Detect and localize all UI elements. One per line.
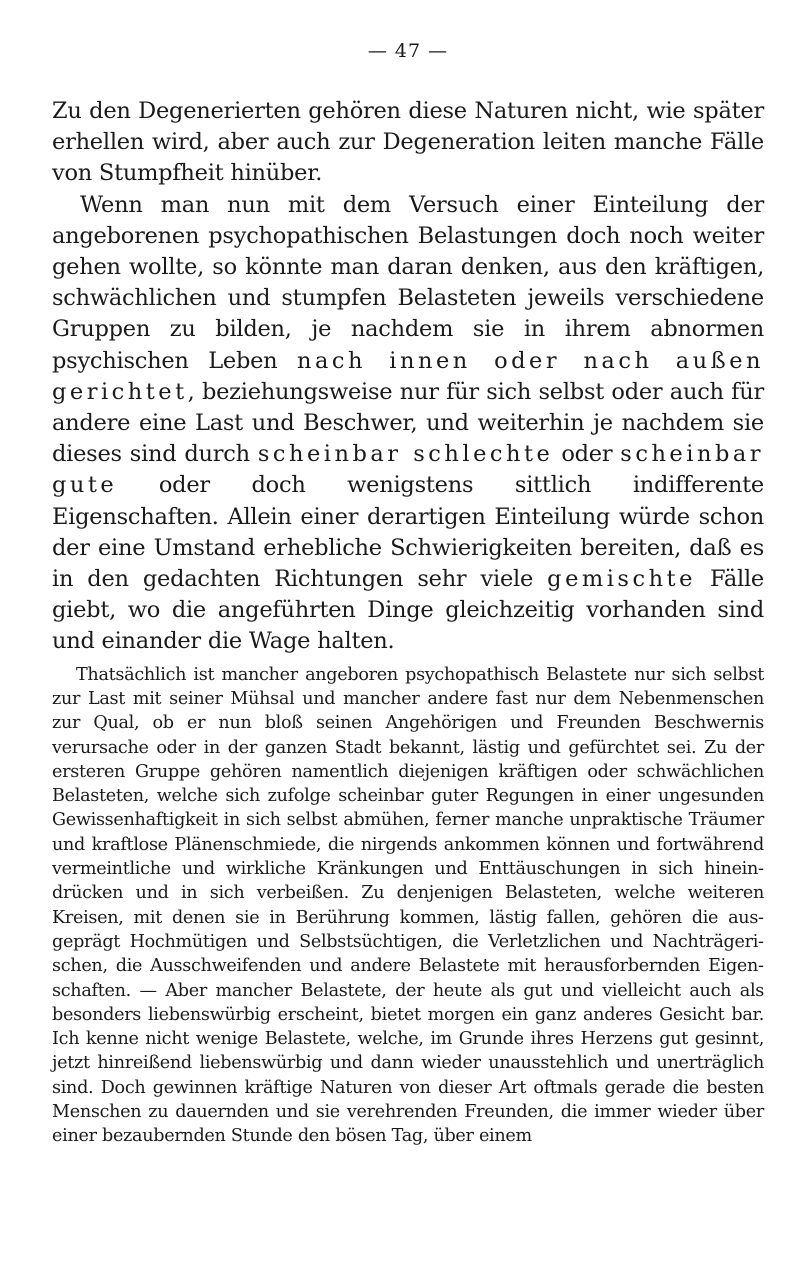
paragraph-2-text: , beziehungsweise nur für sich selbst oder auch für andere eine Last und Beschwer, und weiterhin je nachdem sie dieses sind durch bbox=[52, 378, 764, 468]
paragraph-1 bbox=[52, 96, 764, 190]
paragraph-2-text: Fälle giebt, wo die angeführten Dinge gleichzeitig vorhanden sind und einander die Wage halten. bbox=[52, 566, 765, 655]
book-page bbox=[52, 40, 764, 1149]
paragraph-2-text: Wenn man nun mit dem Versuch einer Einteilung der angeborenen psychopathischen Belastungen doch noch weiter gehen wollte, so könnte man daran denken, aus den kräftigen, schwächlichen und stumpfen Belasteten jeweils verschiedene Gruppen zu bilden, je nachdem sie in ihrem abnormen psychischen Leben bbox=[52, 191, 764, 374]
spaced-emphasis: gemischte bbox=[547, 566, 696, 593]
paragraph-3-small-print bbox=[52, 663, 764, 1149]
spaced-emphasis: scheinbar gute bbox=[52, 441, 765, 499]
paragraph-2 bbox=[52, 190, 764, 658]
page-number: — 47 — bbox=[367, 40, 449, 62]
paragraph-2-text: oder bbox=[553, 441, 621, 468]
paragraph-2-text: oder doch wenigstens sittlich indifferente Eigenschaften. Allein einer derartigen Einteilung würde schon der eine Umstand erhebliche Schwierigkeiten bereiten, daß es in den gedachten Richtungen sehr viele bbox=[52, 472, 764, 593]
paragraph-3-text: Thatsächlich ist mancher angeboren psychopathisch Belastete nur sich selbst zur Last mit seiner Mühsal und mancher andere fast nur dem Nebenmenschen zur Qual, ob er nun bloß seinen Angehörigen und Freunden Beschwernis verursache oder in der ganzen Stadt bekannt, lästig und gefürchtet sei. Zu der ersteren Gruppe gehören namentlich diejenigen kräftigen oder schwächlichen Belasteten, welche sich zufolge scheinbar guter Regungen in einer ungesunden Gewissenhaftigkeit in sich selbst abmühen, ferner manche unpraktische Träumer und kraftlose Plänenschmiede, die nirgends ankommen können und fortwährend vermeintliche und wirkliche Kränkungen und Enttäuschungen in sich hineindrücken und in sich verbeißen. Zu denjenigen Belasteten, welche weiteren Kreisen, mit denen sie in Berührung kommen, lästig fallen, gehören die ausgeprägt Hochmütigen und Selbstsüchtigen, die Verletzlichen und Nachträgerischen, die Ausschweifenden und andere Belastete mit herausforbernden Eigenschaften. — Aber mancher Belastete, der heute als gut und vielleicht auch als besonders liebenswürbig erscheint, bietet morgen ein ganz anderes Gesicht bar. Ich kenne nicht wenige Belastete, welche, im Grunde ihres Herzens gut gesinnt, jetzt hinreißend liebenswürbig und dann wieder unausstehlich und unerträglich sind. Doch gewinnen kräftige Naturen von dieser Art oftmals gerade die besten Menschen zu dauernden und sie verehrenden Freunden, die immer wieder über einer bezaubernden Stunde den bösen Tag, über einem bbox=[52, 664, 764, 1147]
spaced-emphasis: nach innen oder nach außen gerichtet bbox=[52, 347, 764, 405]
spaced-emphasis: scheinbar schlechte bbox=[257, 441, 554, 468]
paragraph-1-text: Zu den Degenerierten gehören diese Naturen nicht, wie später erhellen wird, aber auch zur Degeneration leiten manche Fälle von Stumpfheit hinüber. bbox=[52, 98, 764, 187]
